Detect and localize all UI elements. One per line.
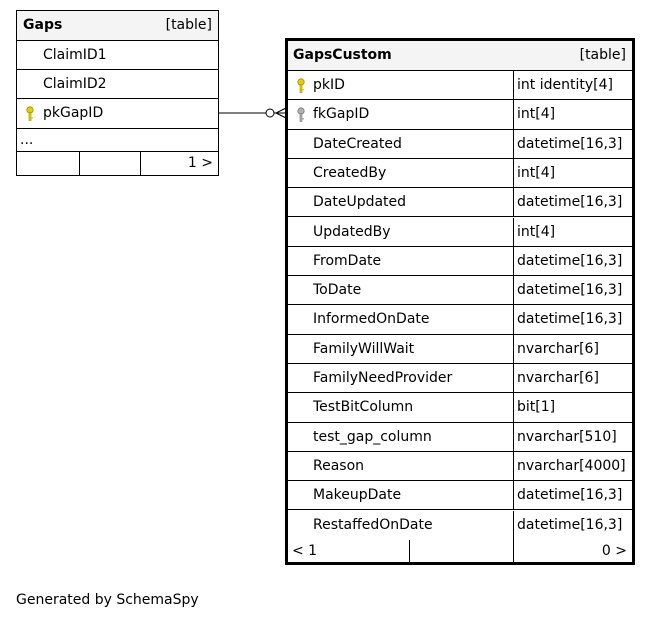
column-type: datetime[16,3] <box>517 516 623 533</box>
column-row[interactable] <box>288 188 632 217</box>
column-row[interactable] <box>17 99 218 129</box>
table-footer <box>288 540 632 563</box>
column-name: CreatedBy <box>313 164 387 181</box>
column-name: UpdatedBy <box>313 223 391 240</box>
column-name: pkID <box>313 77 345 93</box>
column-row[interactable] <box>288 276 632 305</box>
table-kind: [table] <box>165 17 212 33</box>
column-row[interactable] <box>288 335 632 364</box>
column-name: InformedOnDate <box>313 311 430 328</box>
column-type: int identity[4] <box>517 77 613 93</box>
column-type: datetime[16,3] <box>517 194 623 211</box>
column-row[interactable] <box>288 305 632 334</box>
column-name: fkGapID <box>313 106 370 123</box>
column-type: datetime[16,3] <box>517 252 623 269</box>
column-type: nvarchar[6] <box>517 370 599 386</box>
column-name: ClaimID1 <box>43 47 107 63</box>
more-columns <box>17 129 218 152</box>
column-row[interactable] <box>17 70 218 99</box>
children-count[interactable]: 0 > <box>601 543 627 559</box>
column-row[interactable] <box>288 393 632 422</box>
table-footer <box>17 152 218 175</box>
column-row[interactable] <box>17 41 218 70</box>
column-row[interactable] <box>288 159 632 188</box>
column-type: nvarchar[4000] <box>517 457 626 474</box>
column-name: DateCreated <box>313 135 402 152</box>
column-row[interactable] <box>288 423 632 452</box>
primary-key-icon <box>296 78 306 94</box>
foreign-key-icon <box>296 107 306 123</box>
column-type: int[4] <box>517 164 556 181</box>
column-type: datetime[16,3] <box>517 282 623 299</box>
table-header[interactable] <box>288 41 632 71</box>
table-kind: [table] <box>579 47 626 63</box>
column-type: datetime[16,3] <box>517 487 623 504</box>
parents-count[interactable]: < 1 <box>292 543 318 559</box>
column-name: ClaimID2 <box>43 76 107 92</box>
column-name: DateUpdated <box>313 194 407 211</box>
column-row[interactable] <box>288 511 632 540</box>
children-count[interactable]: 1 > <box>187 155 213 171</box>
column-name: ToDate <box>313 282 362 299</box>
column-type: datetime[16,3] <box>517 135 623 152</box>
column-type: nvarchar[510] <box>517 428 617 445</box>
ellipsis: ... <box>20 132 34 148</box>
column-name: RestaffedOnDate <box>313 516 433 533</box>
column-row[interactable] <box>288 218 632 247</box>
column-row[interactable] <box>288 364 632 393</box>
column-name: Reason <box>313 457 365 474</box>
table-header[interactable] <box>17 11 218 41</box>
column-type: int[4] <box>517 106 556 123</box>
column-type: nvarchar[6] <box>517 340 599 357</box>
column-name: FromDate <box>313 252 382 269</box>
table-gapscustom[interactable] <box>285 38 635 565</box>
column-type: bit[1] <box>517 399 556 416</box>
column-type: int[4] <box>517 223 556 240</box>
column-name: test_gap_column <box>313 428 432 445</box>
column-row[interactable] <box>288 452 632 481</box>
generated-by-label: Generated by SchemaSpy <box>16 592 199 608</box>
primary-key-icon <box>25 106 35 122</box>
column-name: TestBitColumn <box>313 399 414 416</box>
column-name: FamilyNeedProvider <box>313 370 453 386</box>
table-name: Gaps <box>23 17 63 33</box>
column-row[interactable] <box>288 481 632 510</box>
column-name: FamilyWillWait <box>313 340 415 357</box>
column-name: pkGapID <box>43 105 104 121</box>
column-row[interactable] <box>288 130 632 159</box>
column-name: MakeupDate <box>313 487 402 504</box>
column-type: datetime[16,3] <box>517 311 623 328</box>
table-name: GapsCustom <box>293 47 392 63</box>
column-row[interactable] <box>288 247 632 276</box>
table-gaps[interactable] <box>16 10 219 176</box>
column-row[interactable] <box>288 71 632 100</box>
column-row[interactable] <box>288 100 632 129</box>
